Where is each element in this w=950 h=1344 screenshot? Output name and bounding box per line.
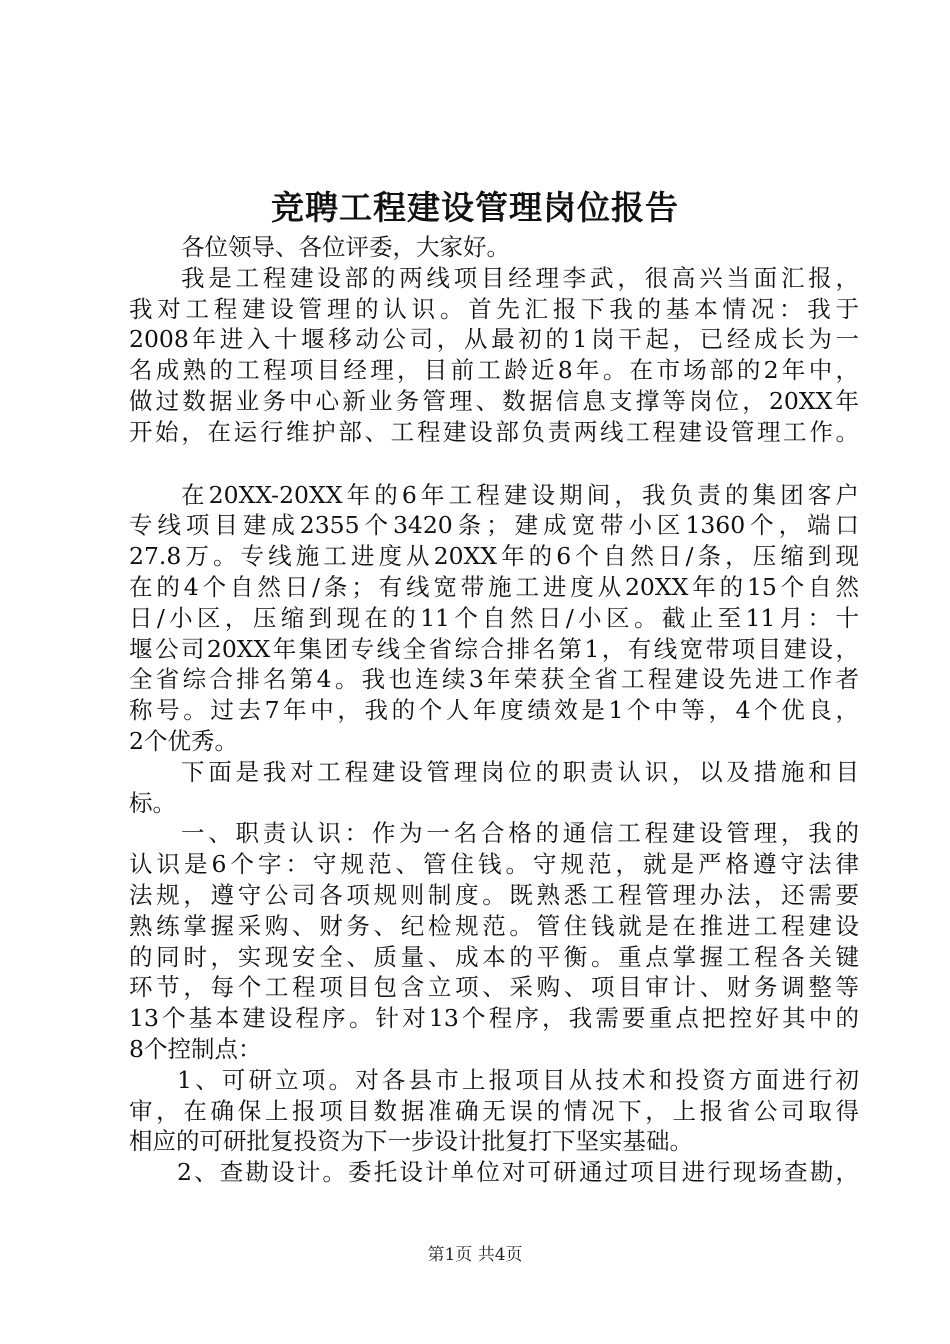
paragraph-line: 相应的可研批复投资为下一步设计批复打下坚实基础。 bbox=[129, 1127, 693, 1156]
paragraph-line: 1、可研立项。对各县市上报项目从技术和投资方面进行初 bbox=[177, 1065, 859, 1094]
paragraph-line: 法规，遵守公司各项规则制度。既熟悉工程管理办法，还需要 bbox=[129, 880, 859, 909]
paragraph-line: 我是工程建设部的两线项目经理李武，很高兴当面汇报， bbox=[181, 263, 859, 292]
paragraph-line: 做过数据业务中心新业务管理、数据信息支撑等岗位，20XX年 bbox=[129, 386, 859, 415]
paragraph-line: 各位领导、各位评委，大家好。 bbox=[181, 233, 510, 261]
paragraph-line: 下面是我对工程建设管理岗位的职责认识，以及措施和目 bbox=[181, 757, 859, 786]
paragraph-line: 全省综合排名第4。我也连续3年荣获全省工程建设先进工作者 bbox=[129, 665, 859, 694]
paragraph-line: 我对工程建设管理的认识。首先汇报下我的基本情况：我于 bbox=[129, 294, 859, 323]
paragraph-line: 专线项目建成2355个3420条；建成宽带小区1360个，端口 bbox=[129, 511, 859, 540]
document-body bbox=[129, 232, 859, 1188]
paragraph-line: 2、查勘设计。委托设计单位对可研通过项目进行现场查勘， bbox=[177, 1158, 859, 1187]
paragraph-line: 8个控制点： bbox=[129, 1034, 262, 1063]
paragraph-line: 认识是6个字：守规范、管住钱。守规范，就是严格遵守法律 bbox=[129, 850, 859, 879]
paragraph-line: 一、职责认识：作为一名合格的通信工程建设管理，我的 bbox=[181, 819, 859, 848]
paragraph-line: 27.8万。专线施工进度从20XX年的6个自然日/条，压缩到现 bbox=[129, 542, 859, 571]
paragraph-line: 在20XX-20XX年的6年工程建设期间，我负责的集团客户 bbox=[181, 480, 859, 509]
paragraph-line: 环节，每个工程项目包含立项、采购、项目审计、财务调整等 bbox=[129, 973, 859, 1002]
paragraph-line: 标。 bbox=[129, 788, 176, 817]
paragraph-spacer bbox=[129, 448, 859, 480]
paragraph-line: 称号。过去7年中，我的个人年度绩效是1个中等，4个优良， bbox=[129, 696, 859, 725]
paragraph-line: 日/小区，压缩到现在的11个自然日/小区。截止至11月：十 bbox=[129, 603, 859, 632]
paragraph-line: 在的4个自然日/条；有线宽带施工进度从20XX年的15个自然 bbox=[129, 572, 859, 601]
paragraph-line: 的同时，实现安全、质量、成本的平衡。重点掌握工程各关键 bbox=[129, 942, 859, 971]
paragraph-line: 开始，在运行维护部、工程建设部负责两线工程建设管理工作。 bbox=[129, 417, 859, 446]
paragraph-line: 熟练掌握采购、财务、纪检规范。管住钱就是在推进工程建设 bbox=[129, 911, 859, 940]
document-title: 竞聘工程建设管理岗位报告 bbox=[271, 188, 679, 227]
paragraph-line: 审，在确保上报项目数据准确无误的情况下，上报省公司取得 bbox=[129, 1096, 859, 1125]
paragraph-line: 堰公司20XX年集团专线全省综合排名第1，有线宽带项目建设， bbox=[129, 634, 859, 663]
paragraph-line: 名成熟的工程项目经理，目前工龄近8年。在市场部的2年中， bbox=[129, 356, 859, 385]
page-footer: 第1页 共4页 bbox=[427, 1245, 523, 1265]
paragraph-line: 13个基本建设程序。针对13个程序，我需要重点把控好其中的 bbox=[129, 1004, 859, 1033]
paragraph-line: 2个优秀。 bbox=[129, 726, 238, 755]
paragraph-line: 2008年进入十堰移动公司，从最初的1岗干起，已经成长为一 bbox=[129, 325, 859, 354]
